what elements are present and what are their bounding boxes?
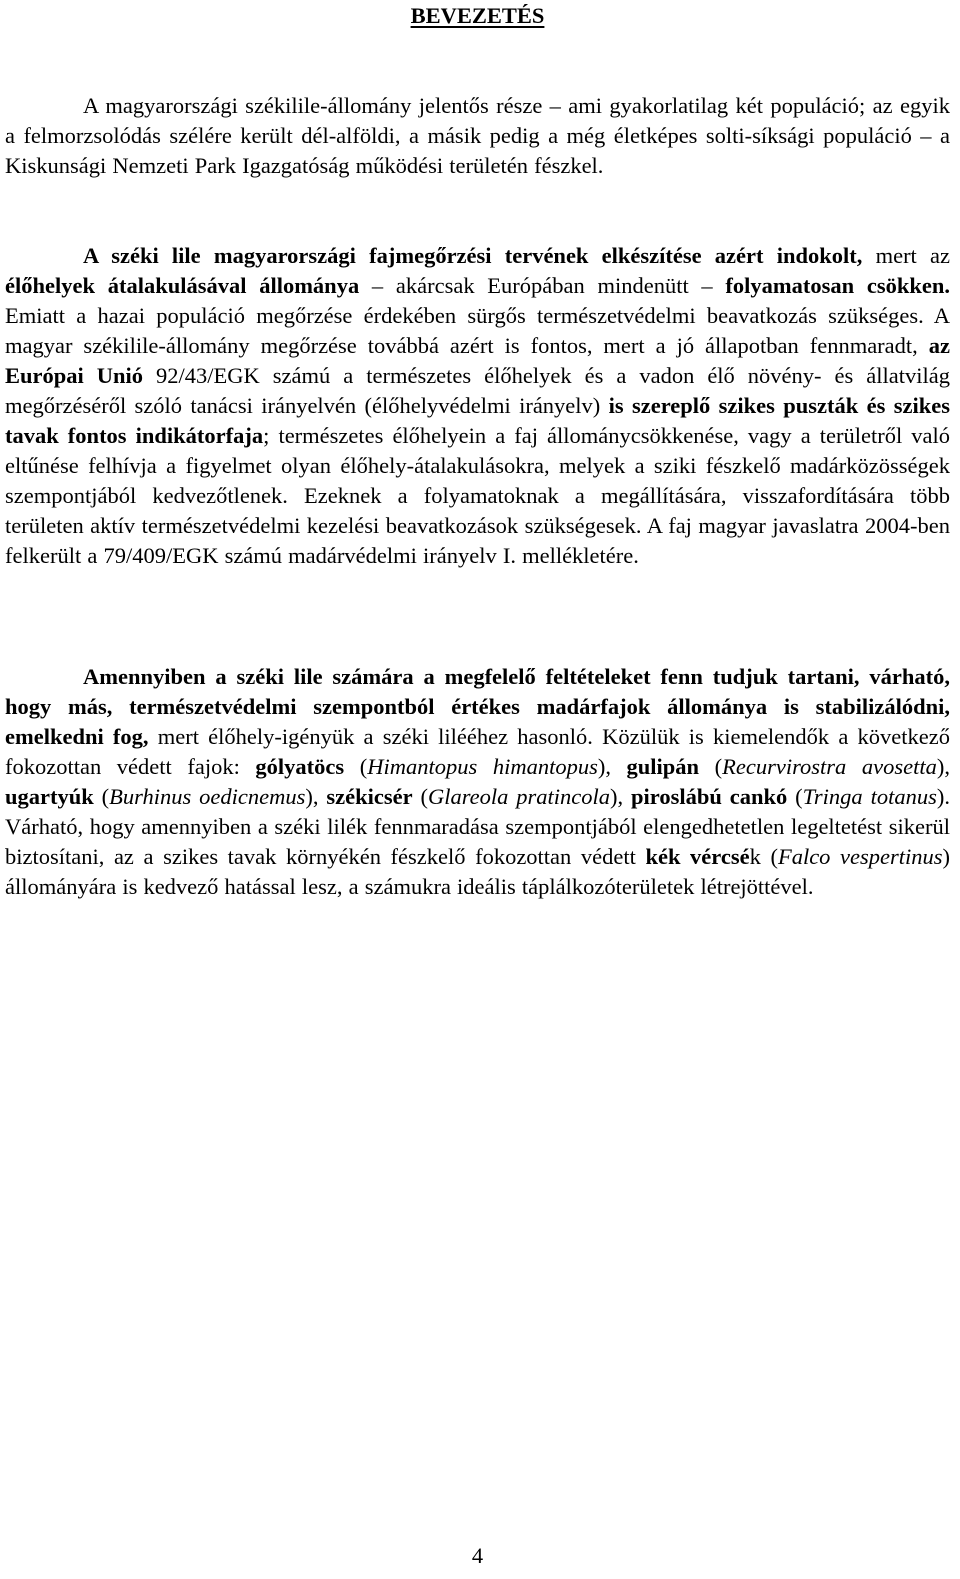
emphasized-text: gólyatöcs — [255, 754, 345, 779]
body-text: – akárcsak Európában mindenütt – — [359, 273, 726, 298]
body-text: ( — [412, 784, 428, 809]
emphasized-text: kék vércsé — [645, 844, 750, 869]
body-text: k ( — [749, 844, 778, 869]
body-text: ( — [699, 754, 723, 779]
species-latin-name: Himantopus himantopus — [367, 754, 598, 779]
species-latin-name: Tringa totanus — [802, 784, 937, 809]
paragraph-intro — [5, 91, 950, 181]
emphasized-text: élőhelyek átalakulásával állománya — [5, 273, 360, 298]
body-text: ; természetes élőhelyein a faj állománycsökkenése, vagy a területről való eltűnése felhívja a figyelmet olyan élőhely-átalakulásokra, melyek a sziki fészkelő madárközösségek szempontjából kedvezőtlenek. Ezeknek a folyamatoknak a megállítására, visszafordítására több területen aktív természetvédelmi kezelési beavatkozások szükségesek. A faj magyar javaslatra 2004-ben felkerült a 79/409/EGK számú madárvédelmi irányelv I. mellékletére. — [5, 423, 950, 568]
paragraph-other-species — [5, 662, 950, 902]
body-text: ( — [93, 784, 110, 809]
species-latin-name: Glareola pratincola — [427, 784, 610, 809]
body-text: mert élőhely-igényük a széki lilééhez hasonló. Közülük is kiemelendők a következő fokozottan védett fajok: — [5, 724, 950, 779]
emphasized-text: gulipán — [626, 754, 700, 779]
body-text: ), — [305, 784, 327, 809]
body-text: mert az — [862, 243, 950, 268]
body-text: Emiatt a hazai populáció megőrzése érdekében sürgős természetvédelmi beavatkozás szükséges. A magyar székilile-állomány megőrzése továbbá azért is fontos, mert a jó állapotban fennmaradt, — [5, 303, 950, 358]
emphasized-text: székicsér — [326, 784, 413, 809]
body-text: A magyarországi székilile-állomány jelentős része – ami gyakorlatilag két populáció; az egyik a felmorzsolódás szélére került dél-alföldi, a másik pedig a még életképes solti-síksági populáció – a Kiskunsági Nemzeti Park Igazgatóság működési területén fészkel. — [5, 93, 950, 178]
paragraph-conservation-plan — [5, 241, 950, 571]
body-text: ), — [597, 754, 627, 779]
emphasized-text: Amennyiben a széki lile számára a megfelelő feltételeket fenn tudjuk tartani, várható, hogy más, természetvédelmi szempontból értékes madárfajok állománya is stabilizálódni, emelkedni fog, — [5, 664, 950, 749]
emphasized-text: folyamatosan csökken. — [725, 273, 950, 298]
body-text: ), — [936, 754, 950, 779]
species-latin-name: Burhinus oedicnemus — [109, 784, 306, 809]
emphasized-text: ugartyúk — [5, 784, 94, 809]
emphasized-text: is szereplő szikes puszták és szikes tavak fontos indikátorfaja — [5, 393, 950, 448]
body-text: ). Várható, hogy amennyiben a széki lilék fennmaradása szempontjából elengedhetetlen legeltetést sikerül biztosítani, az a szikes tavak környékén fészkelő fokozottan védett — [5, 784, 950, 869]
body-text: ) állományára is kedvező hatással lesz, a számukra ideális táplálkozóterületek létrejöttével. — [5, 844, 951, 899]
page-title: BEVEZETÉS — [410, 3, 545, 28]
species-latin-name: Falco vespertinus — [777, 844, 943, 869]
body-text: 92/43/EGK számú a természetes élőhelyek és a vadon élő növény- és állatvilág megőrzéséről szóló tanácsi irányelvén (élőhelyvédelmi irányelv) — [5, 363, 950, 418]
body-text: ), — [610, 784, 631, 809]
emphasized-text: A széki lile magyarországi fajmegőrzési tervének elkészítése azért indokolt, — [83, 243, 863, 268]
emphasized-text: piroslábú cankó — [631, 784, 788, 809]
emphasized-text: az Európai Unió — [5, 333, 950, 388]
page-number: 4 — [471, 1543, 484, 1568]
body-text: ( — [344, 754, 368, 779]
body-text: ( — [787, 784, 803, 809]
species-latin-name: Recurvirostra avosetta — [722, 754, 937, 779]
